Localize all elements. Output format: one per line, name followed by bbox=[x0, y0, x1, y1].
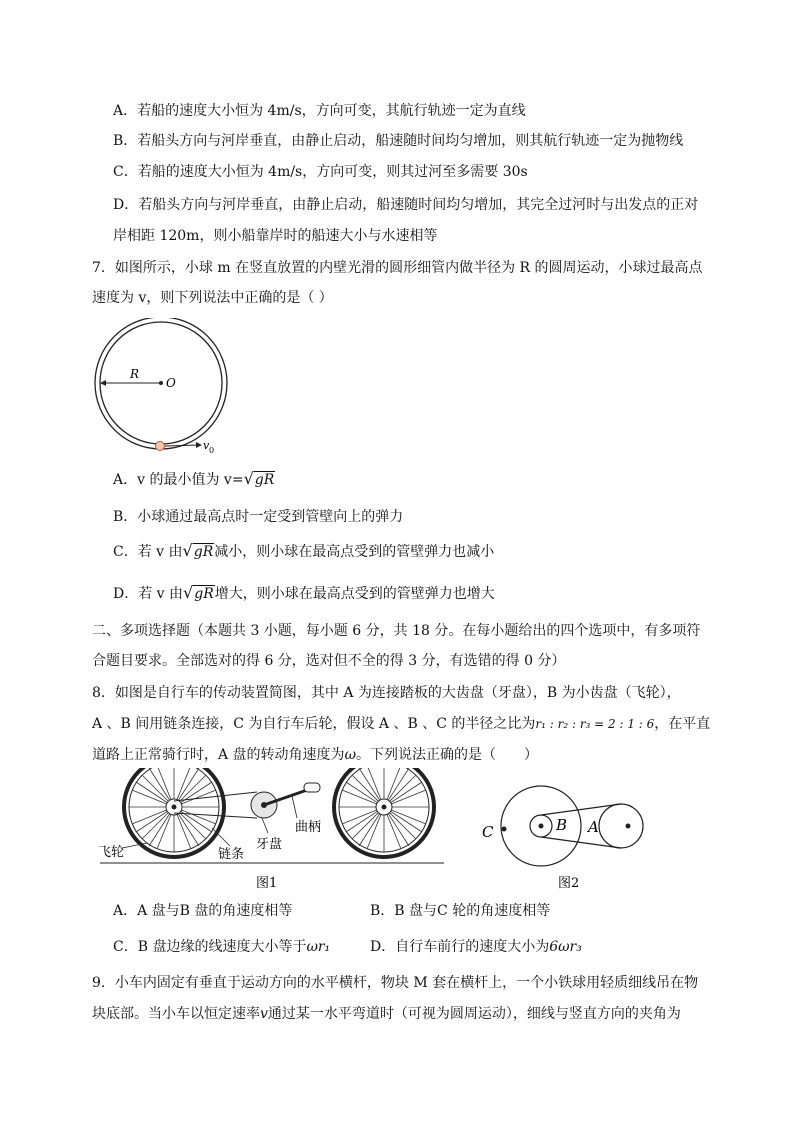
q7-stem-line2: 速度为 v，则下列说法中正确的是（ ） bbox=[92, 290, 333, 306]
center-point bbox=[159, 381, 163, 385]
velocity-arrowhead bbox=[196, 442, 202, 448]
chain-label: 链条 bbox=[218, 847, 245, 862]
q7-option-b: B．小球通过最高点时一定受到管壁向上的弹力 bbox=[113, 509, 404, 525]
radius-ratio: r₁ : r₂ : r₃ = 2 : 1 : 6 bbox=[535, 717, 655, 731]
sqrt-radicand: gR bbox=[193, 544, 214, 560]
q8-stem-line2-end: ，在平直 bbox=[654, 716, 711, 732]
q7-option-a bbox=[113, 469, 275, 490]
q6-option-b: B．若船头方向与河岸垂直，由静止启动，船速随时间均匀增加，则其航行轨迹一定为抛物线 bbox=[113, 133, 684, 149]
q8-option-c-text: C．B 盘边缘的线速度大小等于 bbox=[113, 939, 307, 955]
q8-option-d-text: D．自行车前行的速度大小为 bbox=[370, 939, 550, 955]
wheel-c-point bbox=[502, 827, 507, 832]
chain-lower bbox=[541, 837, 621, 848]
q8-option-b: B．B 盘与C 轮的角速度相等 bbox=[370, 903, 551, 919]
velocity-subscript: 0 bbox=[209, 446, 215, 455]
q8-option-c bbox=[113, 937, 330, 957]
front-wheel bbox=[334, 768, 434, 857]
pedal bbox=[304, 783, 320, 792]
flywheel-label: 飞轮 bbox=[98, 845, 125, 860]
q7-stem-line1: 7．如图所示，小球 m 在竖直放置的内壁光滑的圆形细管内做半径为 R 的圆周运动，小球过最高点 bbox=[92, 260, 703, 276]
label-a: A bbox=[588, 818, 599, 836]
section2-header-line2: 合题目要求。全部选对的得 6 分，选对但不全的得 3 分，有选错的得 0 分） bbox=[92, 653, 566, 669]
q8-option-d bbox=[370, 937, 582, 957]
sqrt-sign: √ bbox=[182, 541, 193, 560]
q6-option-a: A．若船的速度大小恒为 4m/s，方向可变，其航行轨迹一定为直线 bbox=[113, 103, 526, 119]
q8-option-a: A．A 盘与B 盘的角速度相等 bbox=[113, 903, 293, 919]
q8-option-c-math: ωr₁ bbox=[306, 939, 331, 955]
q7-option-c bbox=[113, 541, 494, 562]
omega-symbol: ω bbox=[344, 747, 356, 763]
crank-pointer bbox=[292, 796, 297, 818]
chain-upper bbox=[541, 804, 621, 815]
q7-option-d bbox=[113, 583, 495, 604]
radius-arrowhead bbox=[100, 380, 106, 386]
ball bbox=[156, 442, 165, 451]
chainring-pointer bbox=[262, 818, 268, 833]
q8-transmission-figure-2 bbox=[478, 785, 658, 895]
disk-a bbox=[599, 804, 643, 848]
disk-b-center bbox=[539, 824, 544, 829]
q7-option-d-text-end: 增大，则小球在最高点受到的管壁弹力也增大 bbox=[214, 586, 495, 602]
q9-stem-line2 bbox=[92, 1004, 681, 1024]
rear-wheel bbox=[124, 768, 224, 857]
figure-1-caption: 图1 bbox=[256, 876, 278, 891]
center-label: O bbox=[166, 376, 176, 390]
q8-stem-line3-end: 。下列说法正确的是（ ） bbox=[355, 747, 538, 763]
sqrt-radicand: gR bbox=[194, 586, 214, 602]
sqrt-sign: √ bbox=[243, 469, 254, 488]
sqrt-sign: √ bbox=[183, 583, 194, 602]
chain-top bbox=[174, 792, 257, 801]
disk-a-center bbox=[626, 824, 631, 829]
q9-stem-line2-text: 块底部。当小车以恒定速率 bbox=[92, 1006, 260, 1022]
q6-option-c: C．若船的速度大小恒为 4m/s，方向可变，则其过河至多需要 30s bbox=[113, 164, 528, 180]
speed-symbol: v bbox=[260, 1006, 268, 1022]
crank-label: 曲柄 bbox=[295, 820, 322, 835]
radius-label: R bbox=[130, 367, 140, 381]
q6-option-d-line1: D．若船头方向与河岸垂直，由静止启动，船速随时间均匀增加，其完全过河时与出发点的正对 bbox=[113, 197, 699, 213]
q8-stem-line3-text: 道路上正常骑行时，A 盘的转动角速度为 bbox=[92, 747, 345, 763]
label-c: C bbox=[482, 823, 494, 841]
q8-bicycle-figure-1 bbox=[92, 768, 452, 893]
chainring-label: 牙盘 bbox=[256, 837, 283, 852]
q8-stem-line1: 8．如图是自行车的传动装置简图，其中 A 为连接踏板的大齿盘（牙盘），B 为小齿盘（飞轮）， bbox=[92, 685, 681, 701]
q7-option-a-text: A．v 的最小值为 v= bbox=[113, 472, 244, 488]
label-b: B bbox=[556, 816, 568, 834]
q8-stem-line2 bbox=[92, 714, 710, 734]
velocity-arrow bbox=[165, 445, 200, 446]
section2-header-line1: 二、多项选择题（本题共 3 小题，每小题 6 分，共 18 分。在每小题给出的四个选项中，有多项符 bbox=[92, 623, 701, 639]
figure-2-caption: 图2 bbox=[558, 876, 580, 891]
q8-option-d-math: 6ωr₃ bbox=[549, 939, 582, 955]
velocity-label: v bbox=[203, 439, 210, 452]
q6-option-d-line2: 岸相距 120m，则小船靠岸时的船速大小与水速相等 bbox=[113, 228, 438, 244]
q7-circular-tube-figure bbox=[92, 318, 252, 458]
q7-option-d-text-start: D．若 v 由 bbox=[113, 586, 184, 602]
q7-option-c-text-start: C．若 v 由 bbox=[113, 544, 183, 560]
q7-option-c-text-end: 减小，则小球在最高点受到的管壁弹力也减小 bbox=[214, 544, 495, 560]
q9-stem-line1: 9．小车内固定有垂直于运动方向的水平横杆，物块 M 套在横杆上，一个小铁球用轻质细线吊在物 bbox=[92, 975, 699, 991]
q9-stem-line2-end: 通过某一水平弯道时（可视为圆周运动），细线与竖直方向的夹角为 bbox=[267, 1006, 681, 1022]
q8-stem-line2-text: A 、B 间用链条连接，C 为自行车后轮，假设 A 、B 、C 的半径之比为 bbox=[92, 716, 536, 732]
q8-stem-line3 bbox=[92, 745, 538, 765]
sqrt-radicand: gR bbox=[254, 472, 275, 488]
